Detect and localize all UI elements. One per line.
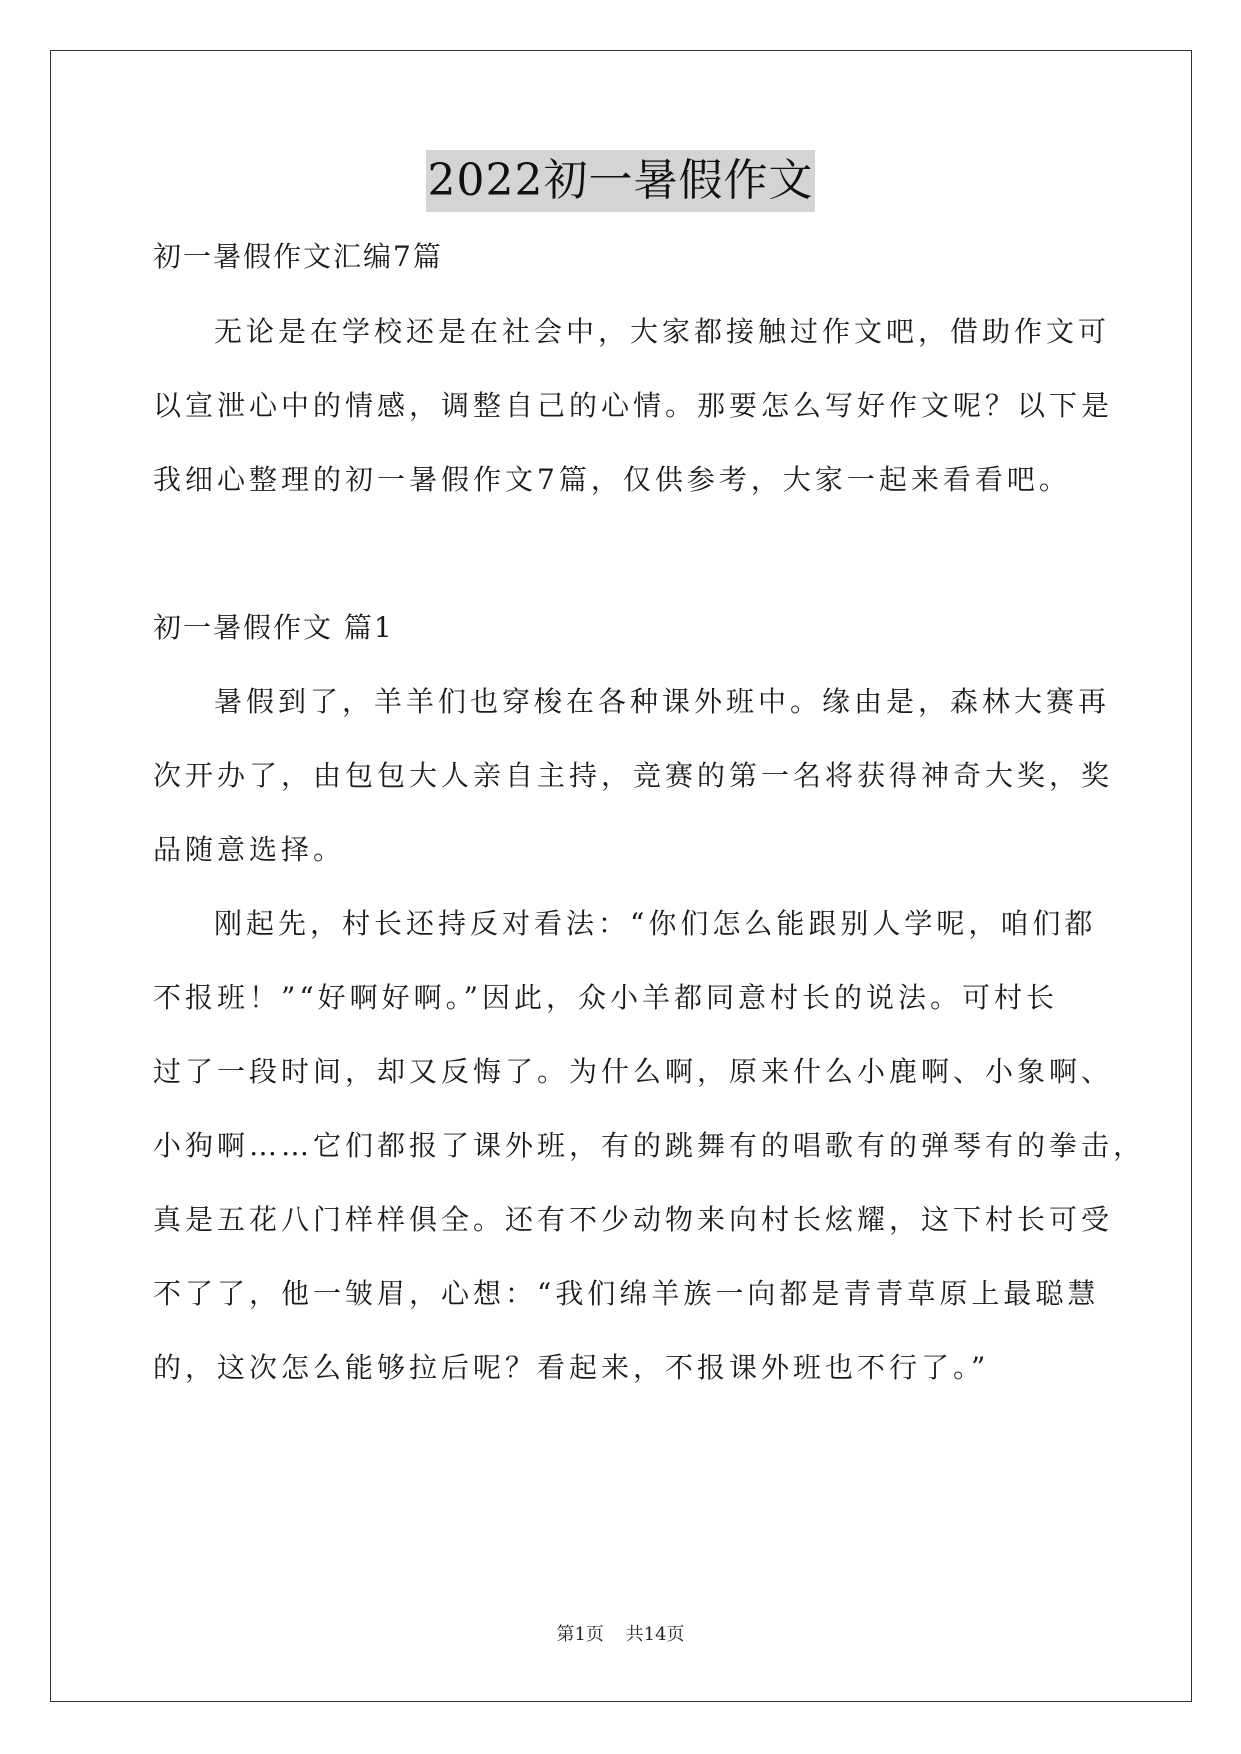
- document-title: 2022初一暑假作文: [426, 150, 816, 212]
- paragraph-line: 品随意选择。: [153, 833, 346, 866]
- paragraph-line: 不了了，他一皱眉，心想：“我们绵羊族一向都是青青草原上最聪慧: [153, 1277, 1100, 1310]
- intro-line: 我细心整理的初一暑假作文7篇，仅供参考，大家一起来看看吧。: [153, 463, 1071, 496]
- total-pages: 共14页: [625, 1624, 685, 1645]
- title-wrap: [0, 150, 1241, 212]
- section-heading: 初一暑假作文 篇1: [153, 611, 394, 644]
- page-footer: [0, 1622, 1241, 1648]
- page-border: [50, 50, 1192, 1702]
- page-number: 第1页: [556, 1624, 604, 1645]
- intro-line: 以宣泄心中的情感，调整自己的心情。那要怎么写好作文呢？以下是: [153, 389, 1114, 422]
- paragraph-line: 过了一段时间，却又反悔了。为什么啊，原来什么小鹿啊、小象啊、: [153, 1055, 1114, 1088]
- paragraph-line: 真是五花八门样样俱全。还有不少动物来向村长炫耀，这下村长可受: [153, 1203, 1114, 1236]
- paragraph-line: 暑假到了，羊羊们也穿梭在各种课外班中。缘由是，森林大赛再: [214, 685, 1111, 718]
- paragraph-line: 次开办了，由包包大人亲自主持，竞赛的第一名将获得神奇大奖，奖: [153, 759, 1114, 792]
- paragraph-line: 的，这次怎么能够拉后呢？看起来，不报课外班也不行了。”: [153, 1351, 990, 1384]
- paragraph-line: 小狗啊……它们都报了课外班，有的跳舞有的唱歌有的弹琴有的拳击，: [153, 1129, 1146, 1162]
- paragraph-line: 不报班！”“好啊好啊。”因此，众小羊都同意村长的说法。可村长: [153, 981, 1058, 1014]
- paragraph-line: 刚起先，村长还持反对看法：“你们怎么能跟别人学呢，咱们都: [214, 907, 1097, 940]
- document-subtitle: 初一暑假作文汇编7篇: [153, 240, 443, 273]
- intro-line: 无论是在学校还是在社会中，大家都接触过作文吧，借助作文可: [214, 315, 1111, 348]
